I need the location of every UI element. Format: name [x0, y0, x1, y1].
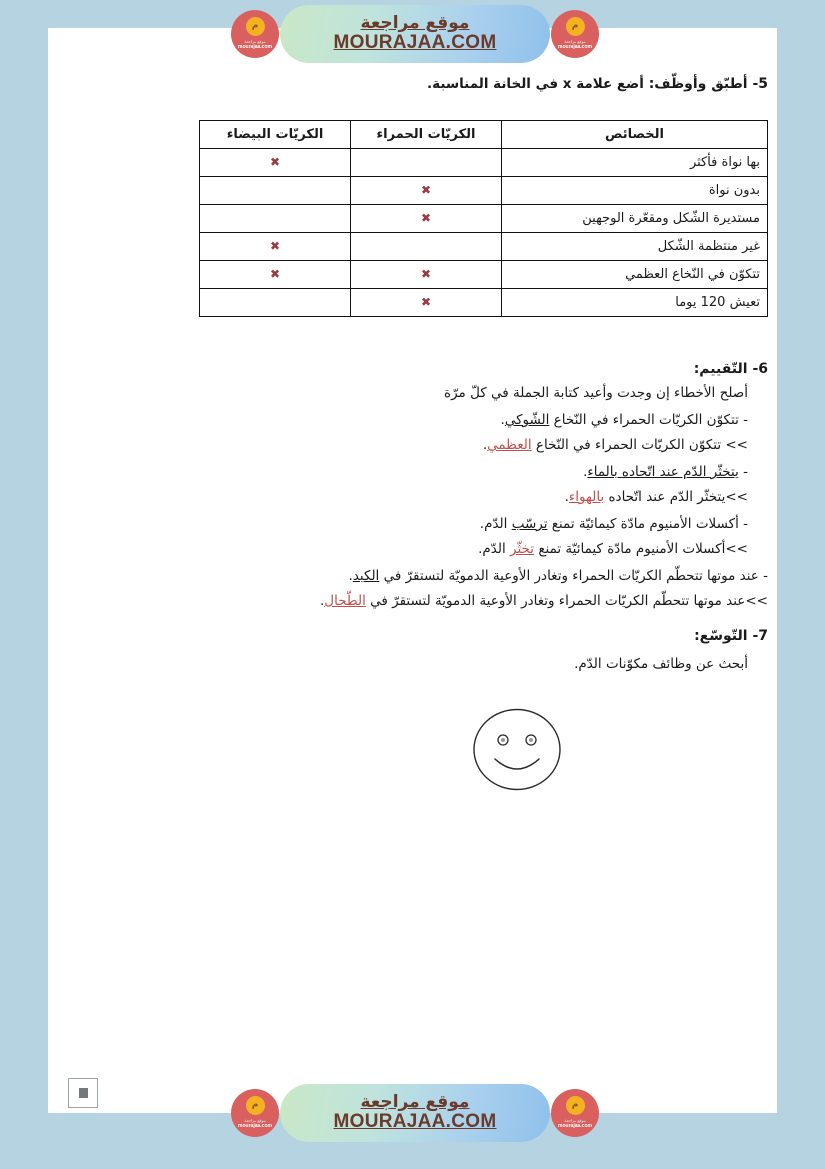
check-mark-icon: ✖ — [420, 211, 432, 225]
table-row — [200, 205, 768, 233]
section-extension-instruction: أبحث عن وظائف مكوّنات الدّم. — [574, 656, 748, 672]
correction-fixed-word: العظمي — [487, 437, 532, 453]
footer-logo-right — [551, 1089, 599, 1137]
correction-error-word: ترسّب — [511, 516, 548, 532]
cell-characteristic: بها نواة فأكثر — [502, 149, 768, 177]
correction-prompt-line — [349, 568, 768, 584]
section-evaluation-number: 6- — [752, 361, 768, 377]
check-mark-icon: ✖ — [420, 183, 432, 197]
header-characteristics: الخصائص — [502, 121, 768, 149]
correction-error-word: الكبد — [352, 568, 380, 584]
mourajaa-logo-icon: م — [246, 1096, 265, 1115]
cell-red-mark[interactable] — [351, 289, 502, 317]
table-row — [200, 149, 768, 177]
section-evaluation-heading — [694, 361, 768, 377]
check-mark-icon: ✖ — [420, 267, 432, 281]
table-body — [200, 149, 768, 317]
table-row — [200, 233, 768, 261]
correction-answer-marker: >> — [725, 437, 748, 453]
correction-error-word: الشّوكي — [504, 412, 550, 428]
header-logo-right-caption: موقع مراجعة mourajaa.com — [558, 39, 592, 51]
smiley-face-drawing — [471, 707, 563, 792]
cell-white-mark[interactable] — [200, 177, 351, 205]
header-logo-left-caption: موقع مراجعة mourajaa.com — [238, 39, 272, 51]
section-extension-title: التّوسّع: — [694, 628, 748, 644]
section-evaluation-title: التّقييم: — [693, 361, 748, 377]
table-row — [200, 177, 768, 205]
correction-answer-line — [320, 593, 768, 609]
cell-characteristic: تعيش 120 يوما — [502, 289, 768, 317]
mourajaa-logo-icon: م — [566, 1096, 585, 1115]
footer-banner — [215, 1082, 615, 1144]
section-apply-number: 5- — [752, 76, 768, 92]
cell-white-mark[interactable] — [200, 205, 351, 233]
table-row — [200, 289, 768, 317]
blood-cells-table — [199, 120, 768, 317]
cell-red-mark[interactable] — [351, 177, 502, 205]
mourajaa-logo-icon: م — [246, 17, 265, 36]
check-mark-icon: ✖ — [269, 239, 281, 253]
correction-answer-line — [565, 489, 748, 505]
cell-red-mark[interactable] — [351, 261, 502, 289]
section-extension-heading — [694, 628, 768, 644]
cell-red-mark[interactable] — [351, 233, 502, 261]
cell-white-mark[interactable] — [200, 289, 351, 317]
correction-answer-tail: . — [564, 489, 569, 505]
section-extension-number: 7- — [752, 628, 768, 644]
check-mark-icon: ✖ — [269, 155, 281, 169]
header-logo-right — [551, 10, 599, 58]
header-logo-left — [231, 10, 279, 58]
cell-characteristic: مستديرة الشّكل ومقعّرة الوجهين — [502, 205, 768, 233]
cell-white-mark[interactable] — [200, 233, 351, 261]
corner-box-glyph-icon — [79, 1088, 88, 1098]
correction-answer-line — [478, 541, 748, 557]
correction-prompt-tail: . — [500, 412, 505, 428]
correction-fixed-word: الطّحال — [324, 593, 366, 609]
correction-answer-tail: الدّم. — [478, 541, 511, 557]
correction-fixed-word: بالهواء — [568, 489, 605, 505]
check-mark-icon: ✖ — [269, 267, 281, 281]
header-banner-text — [334, 15, 497, 53]
correction-prompt-text: - أكسلات الأمنيوم مادّة كيمائيّة تمنع — [547, 516, 748, 532]
footer-logo-left-caption: موقع مراجعة mourajaa.com — [238, 1118, 272, 1130]
correction-prompt-tail: الدّم. — [479, 516, 512, 532]
header-red-cells: الكريّات الحمراء — [351, 121, 502, 149]
cell-characteristic: بدون نواة — [502, 177, 768, 205]
cell-characteristic: تتكوّن في النّخاع العظمي — [502, 261, 768, 289]
section-apply-heading — [427, 76, 768, 92]
cell-red-mark[interactable] — [351, 205, 502, 233]
correction-prompt-text: - — [738, 464, 748, 480]
correction-prompt-line — [480, 516, 748, 532]
document-body — [48, 28, 777, 1113]
header-banner — [215, 3, 615, 65]
cell-red-mark[interactable] — [351, 149, 502, 177]
correction-prompt-text: - تتكوّن الكريّات الحمراء في النّخاع — [549, 412, 748, 428]
correction-fixed-word: تخثّر — [510, 541, 535, 557]
correction-answer-text: تتكوّن الكريّات الحمراء في النّخاع — [531, 437, 726, 453]
correction-prompt-line — [501, 412, 748, 428]
cell-characteristic: غير منتظمة الشّكل — [502, 233, 768, 261]
header-site-name-ar: موقع مراجعة — [360, 13, 470, 34]
document-page — [48, 28, 777, 1113]
section-apply-instruction: أضع علامة x في الخانة المناسبة. — [427, 76, 644, 92]
correction-answer-text: عند موتها تتحطّم الكريّات الحمراء وتغادر الأوعية الدمويّة لتستقرّ في — [365, 593, 746, 609]
section-evaluation-instruction: أصلح الأخطاء إن وجدت وأعيد كتابة الجملة في كلّ مرّة — [444, 385, 748, 401]
check-mark-icon: ✖ — [420, 295, 432, 309]
cell-white-mark[interactable] — [200, 261, 351, 289]
table-row — [200, 261, 768, 289]
correction-answer-marker: >> — [725, 541, 748, 557]
footer-banner-text — [334, 1094, 497, 1132]
correction-answer-line — [483, 437, 748, 453]
correction-answer-marker: >> — [725, 489, 748, 505]
footer-logo-left — [231, 1089, 279, 1137]
correction-prompt-line — [583, 464, 748, 480]
footer-site-url: MOURAJAA.COM — [333, 1110, 497, 1132]
correction-prompt-tail: . — [583, 464, 588, 480]
mourajaa-logo-icon: م — [566, 17, 585, 36]
correction-answer-text: يتخثّر الدّم عند اتّحاده — [604, 489, 726, 505]
correction-answer-marker: >> — [745, 593, 768, 609]
section-apply-title: أطبّق وأوظّف: — [648, 76, 748, 92]
table-header-row — [200, 121, 768, 149]
footer-logo-right-caption: موقع مراجعة mourajaa.com — [558, 1118, 592, 1130]
page-corner-box — [68, 1078, 98, 1108]
cell-white-mark[interactable] — [200, 149, 351, 177]
correction-prompt-tail: . — [348, 568, 353, 584]
header-site-url: MOURAJAA.COM — [333, 31, 497, 53]
correction-error-word: يتخثّر الدّم عند اتّحاده بالماء — [587, 464, 739, 480]
correction-answer-tail: . — [319, 593, 325, 609]
header-white-cells: الكريّات البيضاء — [200, 121, 351, 149]
footer-site-name-ar: موقع مراجعة — [360, 1092, 470, 1113]
correction-answer-tail: . — [482, 437, 488, 453]
correction-prompt-text: - عند موتها تتحطّم الكريّات الحمراء وتغادر الأوعية الدمويّة لتستقرّ في — [379, 568, 768, 584]
correction-answer-text: أكسلات الأمنيوم مادّة كيمائيّة تمنع — [534, 541, 726, 557]
